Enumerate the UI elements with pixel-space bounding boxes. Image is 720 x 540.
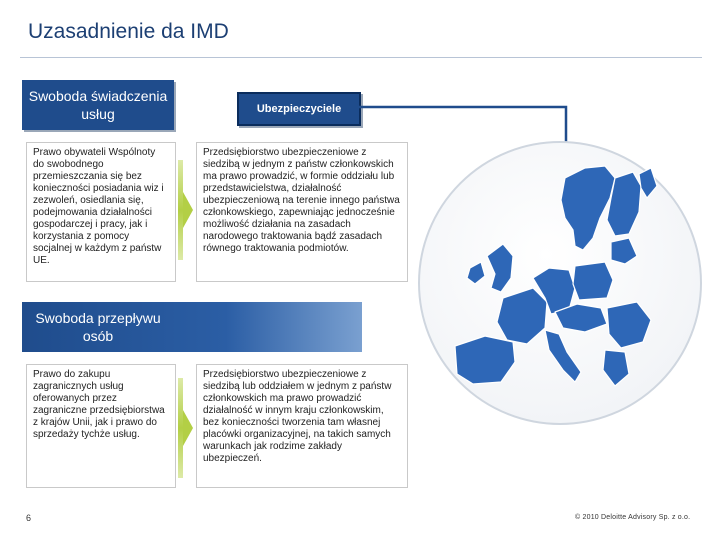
copyright-notice: © 2010 Deloitte Advisory Sp. z o.o. <box>575 514 691 521</box>
header-insurers-label: Ubezpieczyciele <box>256 103 342 115</box>
header-services-label: Swoboda świadczenia usług <box>28 88 168 122</box>
text-box-services-right: Przedsiębiorstwo ubezpieczeniowe z siedzibą w jednym z państw członkowskich ma prawo prowadzić, w formie oddziału lub przedstawicielstwa, działalność ubezpieczeniową na terenie innego państwa członkowskiego, zapewniając jednocześnie możliwość działania na zasadach narodowego traktowania bądź zasadach równego traktowania podmiotów. <box>196 142 408 282</box>
page-title: Uzasadnienie da IMD <box>28 20 229 43</box>
text-box-persons-right: Przedsiębiorstwo ubezpieczeniowe z siedzibą lub oddziałem w jednym z państw członkowskich ma prawo prowadzić działalność w innym kraju członkowskim, bez konieczności tworzenia tam własnej placówki organizacyjnej, na takich samych warunkach jak rodzime zakłady ubezpieczeń. <box>196 364 408 488</box>
europe-map-illustration <box>415 138 705 428</box>
text-box-persons-left: Prawo do zakupu zagranicznych usług oferowanych przez zagraniczne przedsiębiorstwa z krajów Unii, jak i prawo do sprzedaży tychże usług. <box>26 364 176 488</box>
header-persons-label: Swoboda przepływu osób <box>35 310 161 344</box>
page-number: 6 <box>26 513 32 523</box>
text-box-services-left: Prawo obywateli Wspólnoty do swobodnego przemieszczania się bez konieczności posiadania wiz i zezwoleń, osiedlania się, podejmowania działalności gospodarczej i pracy, jak i korzystania z pomocy socjalnej w każdym z państw UE. <box>26 142 176 282</box>
